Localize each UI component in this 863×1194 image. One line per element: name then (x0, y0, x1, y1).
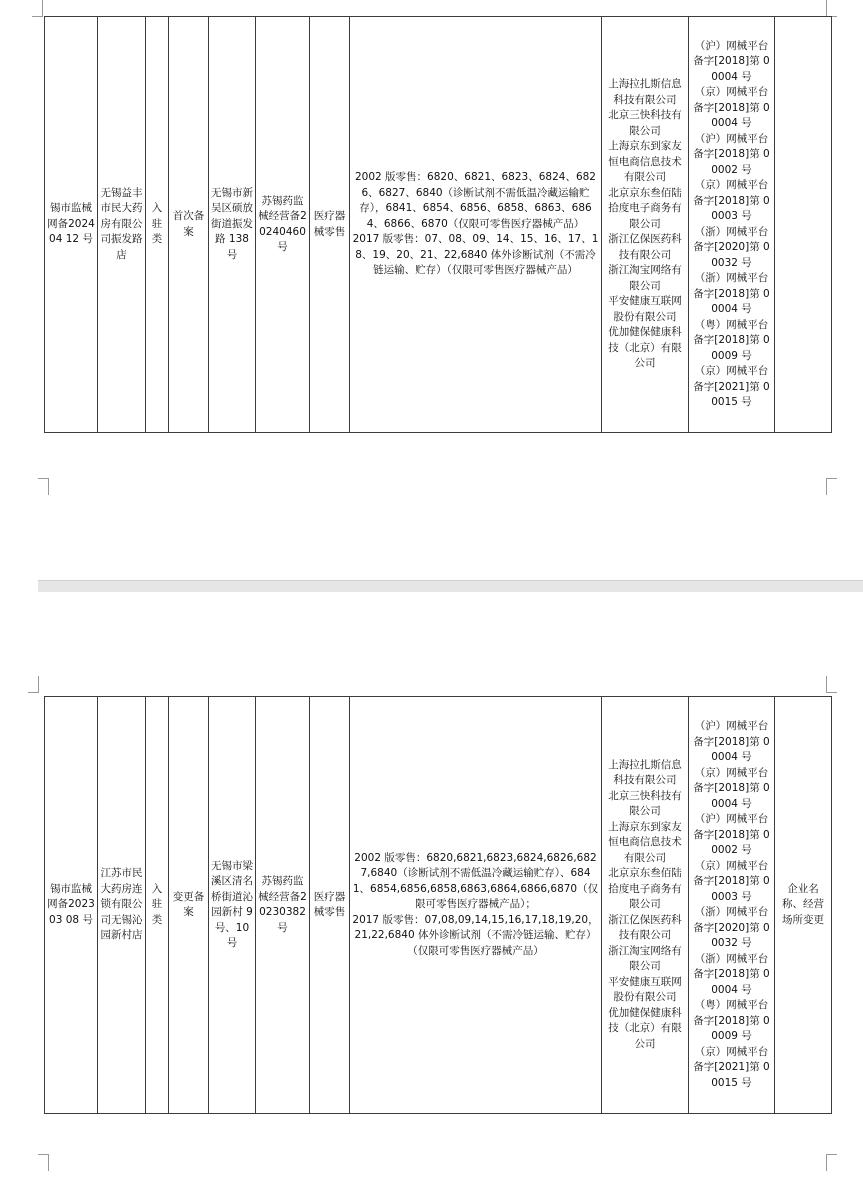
business-scope (350, 17, 602, 433)
filing-item: （京）网械平台备字[2021]第 00015 号 (693, 365, 770, 408)
platform-item: 北京京东叁佰陆拾度电子商务有限公司 (608, 186, 682, 230)
platform-item: 浙江淘宝网络有限公司 (608, 944, 682, 973)
scope-2017: 2017 版零售：07、08、09、14、15、16、17、18、19、20、21、22,6840 体外诊断试剂（不需冷链运输、贮存）（仅限可零售医疗器械产品） (352, 233, 599, 277)
license-number: 苏锡药监械经营备20230382 号 (256, 697, 310, 1114)
platform-item: 上海京东到家友恒电商信息技术有限公司 (608, 140, 682, 184)
platform-filing-list (689, 697, 775, 1114)
crop-mark (826, 478, 837, 495)
platform-item: 优加健保健康科技（北京）有限公司 (608, 326, 682, 370)
filing-item: （粤）网械平台备字[2018]第 00009 号 (693, 318, 770, 362)
platform-item: 浙江淘宝网络有限公司 (608, 264, 682, 292)
registration-number: 锡市监械网备202303 08 号 (45, 697, 98, 1114)
entry-type: 入驻类 (146, 17, 169, 433)
business-address: 无锡市梁溪区清名桥街道沁园新村 9 号、10 号 (209, 697, 256, 1114)
filing-item: （京）网械平台备字[2018]第 00004 号 (693, 86, 770, 129)
remark (775, 17, 832, 433)
crop-mark (38, 478, 49, 495)
filing-item: （浙）网械平台备字[2018]第 00004 号 (693, 272, 770, 315)
crop-mark (38, 1154, 49, 1171)
filing-item: （粤）网械平台备字[2018]第 00009 号 (693, 999, 770, 1042)
platform-item: 上海拉扎斯信息科技有限公司 (608, 758, 682, 787)
filing-type: 首次备案 (169, 17, 209, 433)
platform-item: 上海京东到家友恒电商信息技术有限公司 (608, 820, 682, 864)
platform-item: 浙江亿保医药科技有限公司 (608, 913, 682, 942)
platform-item: 北京京东叁佰陆拾度电子商务有限公司 (608, 867, 682, 911)
platform-item: 平安健康互联网股份有限公司 (608, 295, 682, 323)
scope-2017: 2017 版零售：07,08,09,14,15,16,17,18,19,20，21,22,6840 体外诊断试剂（不需冷链运输、贮存）（仅限可零售医疗器械产品） (352, 913, 599, 957)
business-scope (350, 697, 602, 1114)
business-category: 医疗器械零售 (310, 697, 350, 1114)
platform-list (602, 17, 689, 433)
filing-item: （沪）网械平台备字[2018]第 00002 号 (693, 132, 770, 176)
platform-item: 平安健康互联网股份有限公司 (608, 975, 682, 1004)
filing-type: 变更备案 (169, 697, 209, 1114)
filing-item: （京）网械平台备字[2018]第 00003 号 (693, 179, 770, 222)
filing-item: （沪）网械平台备字[2018]第 00004 号 (693, 720, 770, 763)
crop-mark (826, 0, 837, 17)
business-category: 医疗器械零售 (310, 17, 350, 433)
company-name: 无锡益丰市民大药房有限公司振发路店 (98, 17, 146, 433)
platform-item: 北京三快科技有限公司 (608, 789, 682, 818)
license-number: 苏锡药监械经营备20240460 号 (256, 17, 310, 433)
remark: 企业名称、经营场所变更 (775, 697, 832, 1114)
crop-mark (32, 0, 43, 17)
platform-item: 浙江亿保医药科技有限公司 (608, 233, 682, 261)
business-address: 无锡市新吴区硕放街道振发路 138 号 (209, 17, 256, 433)
platform-item: 北京三快科技有限公司 (608, 109, 682, 137)
document-page-1 (0, 0, 863, 580)
platform-filing-list (689, 17, 775, 433)
scope-2002: 2002 版零售：6820,6821,6823,6824,6826,6827,6840（诊断试剂不需低温冷藏运输贮存）、6841、6854,6856,6858,6863,6864,6866,6870（仅限可零售医疗器械产品）； (352, 851, 599, 911)
scope-2002: 2002 版零售：6820、6821、6823、6824、6826、6827、6840（诊断试剂不需低温冷藏运输贮存），6841、6854、6856、6858、6863、6864、6866、6870（仅限可零售医疗器械产品） (355, 171, 596, 230)
entry-type: 入驻类 (146, 697, 169, 1114)
filing-item: （浙）网械平台备字[2020]第 00032 号 (693, 906, 770, 949)
filing-table (44, 696, 832, 1114)
filing-item: （京）网械平台备字[2021]第 00015 号 (693, 1045, 770, 1089)
document-page-2 (0, 592, 863, 1194)
registration-number: 锡市监械网备202404 12 号 (45, 17, 98, 433)
company-name: 江苏市民大药房连锁有限公司无锡沁园新村店 (98, 697, 146, 1114)
filing-item: （沪）网械平台备字[2018]第 00004 号 (693, 39, 770, 83)
platform-item: 优加健保健康科技（北京）有限公司 (608, 1006, 682, 1050)
platform-list (602, 697, 689, 1114)
filing-item: （沪）网械平台备字[2018]第 00002 号 (693, 813, 770, 856)
platform-item: 上海拉扎斯信息科技有限公司 (608, 78, 682, 106)
filing-item: （浙）网械平台备字[2020]第 00032 号 (693, 225, 770, 269)
crop-mark (826, 1154, 837, 1171)
filing-table (44, 16, 832, 433)
crop-mark (826, 676, 837, 693)
filing-item: （京）网械平台备字[2018]第 00004 号 (693, 766, 770, 810)
table-row (45, 697, 832, 1114)
filing-item: （浙）网械平台备字[2018]第 00004 号 (693, 952, 770, 996)
filing-item: （京）网械平台备字[2018]第 00003 号 (693, 859, 770, 903)
table-row (45, 17, 832, 433)
crop-mark (28, 676, 39, 693)
